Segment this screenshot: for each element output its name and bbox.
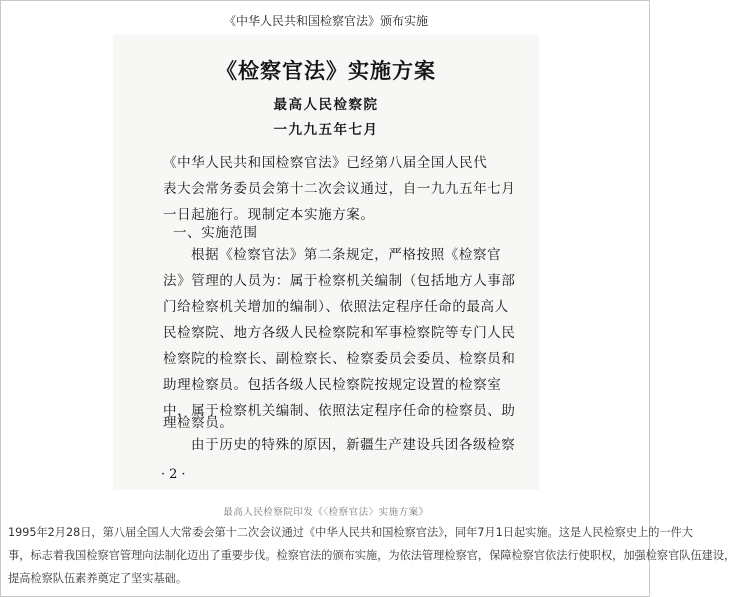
- document-line: 《中华人民共和国检察官法》已经第八届全国人民代: [163, 155, 488, 171]
- document-line: 助理检察员。包括各级人民检察院按规定设置的检察室: [163, 377, 502, 393]
- description-line: 1995年2月28日，第八届全国人大常委会第十二次会议通过《中华人民共和国检察官法》，同年7月1日起实施。这是人民检察史上的一件大: [8, 526, 693, 539]
- document-line: 检察院的检察长、副检察长、检察委员会委员、检察员和: [163, 351, 516, 367]
- document-line: 根据《检察官法》第二条规定，严格按照《检察官: [191, 247, 502, 263]
- document-line: 中，属于检察机关编制、依照法定程序任命的检察员、助: [163, 403, 516, 419]
- document-line: 民检察院、地方各级人民检察院和军事检察院等专门人民: [163, 325, 516, 341]
- document-title: 《检察官法》实施方案: [216, 58, 436, 83]
- document-line: 门给检察机关增加的编制）、依照法定程序任命的最高人: [163, 299, 509, 315]
- page-number: ·2·: [161, 467, 190, 482]
- document-line: 表大会常务委员会第十二次会议通过，自一九九五年七月: [163, 181, 516, 197]
- document-line: 法》管理的人员为：属于检察机关编制（包括地方人事部: [163, 273, 516, 289]
- document-line: 理检察员。: [163, 415, 234, 431]
- document-date: 一九九五年七月: [273, 122, 379, 138]
- document-line: 由于历史的特殊的原因，新疆生产建设兵团各级检察: [191, 437, 516, 453]
- document-issuer: 最高人民检察院: [273, 97, 379, 113]
- image-caption: 最高人民检察院印发《〈检察官法〉实施方案》: [223, 507, 429, 518]
- document-line: 一日起施行。现制定本实施方案。: [163, 207, 375, 223]
- scanned-document-image: [113, 35, 539, 490]
- description-line: 提高检察队伍素养奠定了坚实基础。: [8, 572, 188, 585]
- section-heading: 一、实施范围: [173, 225, 258, 241]
- description-line: 事，标志着我国检察官管理向法制化迈出了重要步伐。检察官法的颁布实施，为依法管理检察官，保障检察官依法行使职权，加强检察官队伍建设，: [8, 549, 735, 562]
- page-title: 《中华人民共和国检察官法》颁布实施: [223, 14, 428, 28]
